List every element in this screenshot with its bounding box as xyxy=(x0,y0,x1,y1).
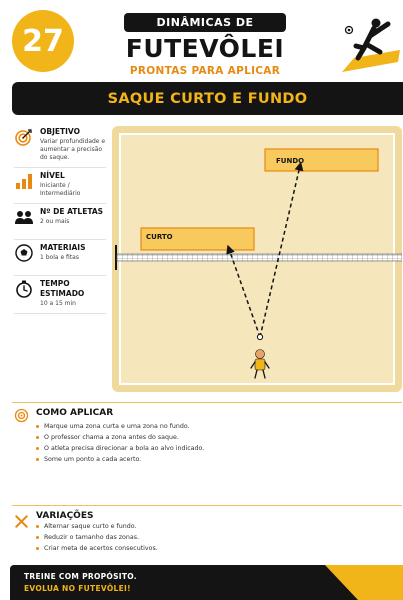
info-value-time: 10 a 15 min xyxy=(40,300,76,307)
list-item: Alternar saque curto e fundo. xyxy=(36,521,158,532)
info-item-athletes xyxy=(14,204,106,240)
ball-icon xyxy=(14,243,34,263)
deep-zone-label: FUNDO xyxy=(276,157,305,165)
header-subtitle: PRONTAS PARA APLICAR xyxy=(129,65,281,77)
footer-line-2: EVOLUA NO FUTEVÔLEI! xyxy=(24,584,131,593)
footer-banner xyxy=(10,565,403,600)
info-label-level: NÍVEL xyxy=(40,171,65,180)
info-value-athletes: 2 ou mais xyxy=(40,218,70,225)
footer-accent-shape xyxy=(303,565,403,600)
info-item-materials xyxy=(14,240,106,276)
list-item: Reduzir o tamanho das zonas. xyxy=(36,532,158,543)
how-to-apply-title: COMO APLICAR xyxy=(36,408,114,418)
how-divider xyxy=(12,402,402,403)
player-kick-logo-icon xyxy=(336,16,402,76)
list-item: O atleta precisa direcionar a bola ao alvo indicado. xyxy=(36,443,204,454)
bar-level-icon xyxy=(14,171,34,191)
net-post xyxy=(115,245,117,270)
net xyxy=(117,254,402,261)
info-item-level xyxy=(14,168,106,204)
target-icon xyxy=(14,127,34,147)
card-number-badge xyxy=(12,10,74,72)
drill-title-bar xyxy=(12,82,403,115)
players-icon xyxy=(14,207,34,227)
header-main-title: FUTEVÔLEI xyxy=(125,34,285,63)
info-label-time: TEMPO ESTIMADO xyxy=(40,279,85,298)
header-pill xyxy=(124,13,286,32)
info-label-materials: MATERIAIS xyxy=(40,243,86,252)
ball-icon xyxy=(257,334,262,339)
info-label-athletes: Nº DE ATLETAS xyxy=(40,207,104,216)
list-item: Criar meta de acertos consecutivos. xyxy=(36,543,158,554)
info-value-materials: 1 bola e fitas xyxy=(40,254,79,261)
header-pill-text: DINÂMICAS DE xyxy=(156,16,254,29)
variations-divider xyxy=(12,505,402,506)
info-column xyxy=(14,124,106,314)
stopwatch-icon xyxy=(14,279,34,299)
info-label-objective: OBJETIVO xyxy=(40,127,80,136)
list-item: Marque uma zona curta e uma zona no fundo. xyxy=(36,421,204,432)
drill-title: SAQUE CURTO E FUNDO xyxy=(107,90,308,107)
info-value-objective: Variar profundidade e aumentar a precisão do saque. xyxy=(40,138,106,161)
variations-list xyxy=(36,521,158,554)
info-item-time xyxy=(14,276,106,314)
info-item-objective xyxy=(14,124,106,168)
card-number: 27 xyxy=(22,23,64,59)
footer-line-1: TREINE COM PROPÓSITO. xyxy=(24,572,137,581)
variations-title: VARIAÇÕES xyxy=(36,511,94,521)
list-item: O professor chama a zona antes do saque. xyxy=(36,432,204,443)
target-icon xyxy=(14,408,29,423)
short-zone-label: CURTO xyxy=(146,233,173,241)
info-value-level: Iniciante / Intermediário xyxy=(40,182,81,197)
cross-icon xyxy=(14,514,29,529)
how-to-apply-list xyxy=(36,421,204,465)
court-svg xyxy=(112,126,402,392)
court-diagram xyxy=(112,126,402,392)
list-item: Some um ponto a cada acerto. xyxy=(36,454,204,465)
